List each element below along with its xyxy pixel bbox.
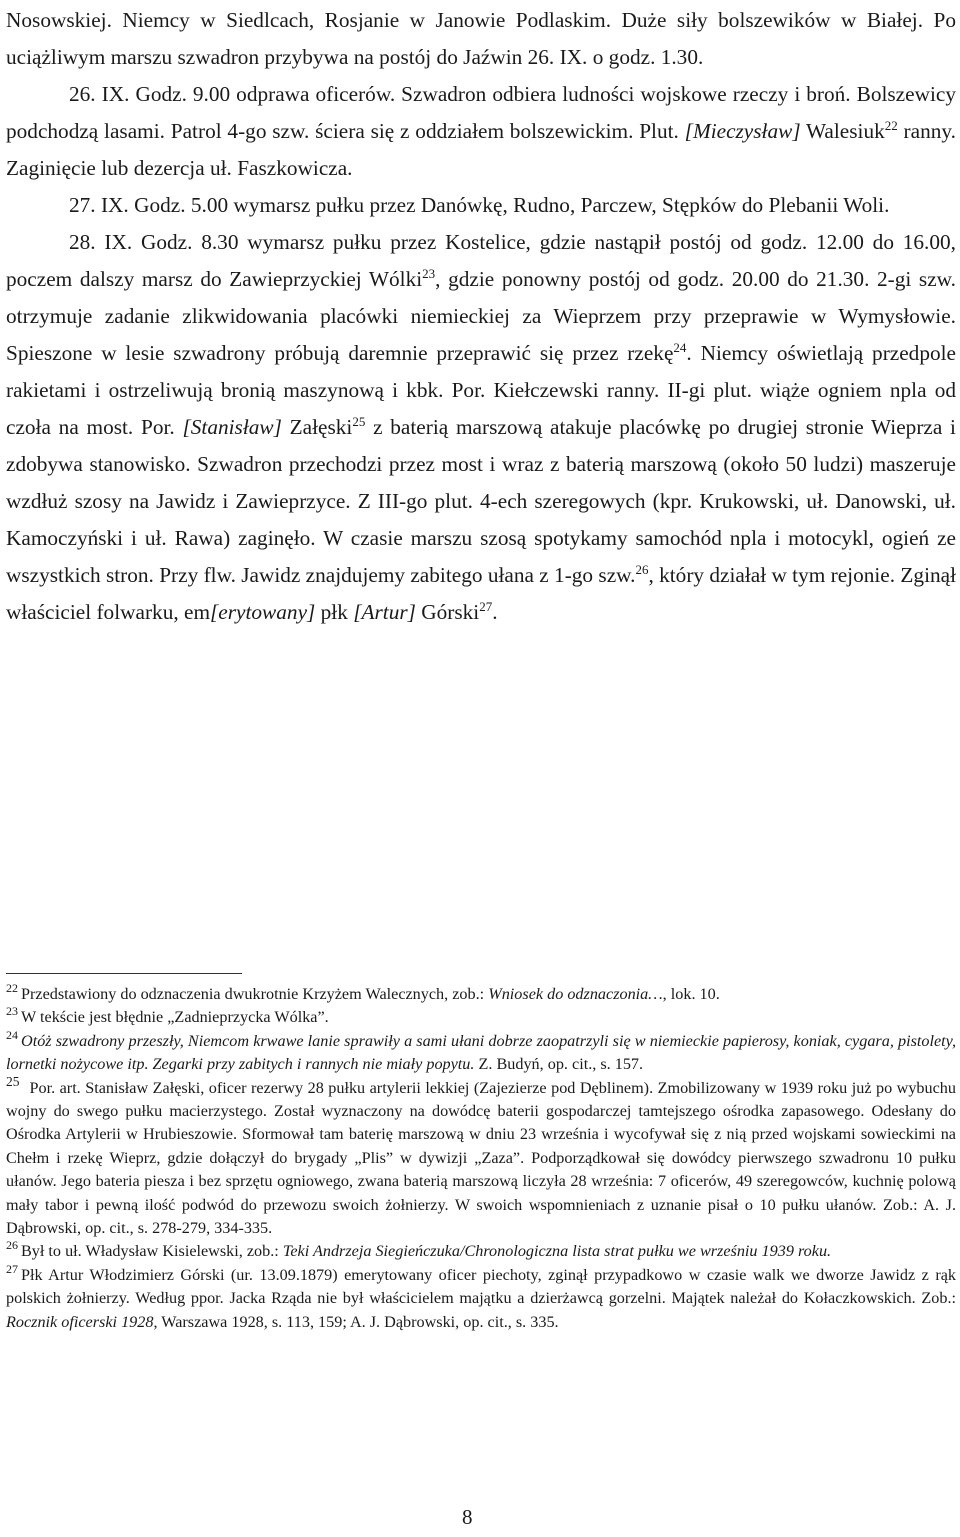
footnote-ref-24[interactable]: 24: [673, 340, 687, 355]
footnote-ref-27[interactable]: 27: [479, 599, 493, 614]
footnote-24: $^{24}$ Otóż szwadrony przeszły, Niemcom krwawe lanie sprawiły a sami ułani dobrze zaopatrzyli się w niemieckie papierosy, koniak, cygara, pistolety, lornetki nożycowe itp. Zegarki przy zabitych i rannych nie miały popytu. Z. Budyń, op. cit., s. 157.: [6, 1027, 956, 1074]
footnote-ref-25[interactable]: 25: [352, 414, 366, 429]
footnote-27: $^{27}$ Płk Artur Włodzimierz Górski (ur. 13.09.1879) emerytowany oficer piechoty, zginął przypadkowo w czasie walk we dworze Jawidz z rąk polskich żołnierzy. Według ppor. Jacka Rząda nie był właścicielem majątku a dzierżawcą gorzelni. Majątek należał do Kołaczkowskich. Zob.: Rocznik oficerski 1928, Warszawa 1928, s. 113, 159; A. J. Dąbrowski, op. cit., s. 335.: [6, 1261, 956, 1331]
footnotes: [6, 983, 956, 1334]
footnote-ref-26[interactable]: 26: [635, 562, 649, 577]
footnote-22: $^{22}$ Przedstawiony do odznaczenia dwukrotnie Krzyżem Walecznych, zob.: Wniosek do odznaczonia…, lok. 10.: [6, 981, 720, 1003]
paragraph-27-ix: 27. IX. Godz. 5.00 wymarsz pułku przez Danówkę, Rudno, Parczew, Stępków do Plebanii Woli.: [69, 193, 890, 217]
page-number: 8: [462, 1505, 473, 1529]
footnote-25: $^{25}$ Por. art. Stanisław Załęski, oficer rezerwy 28 pułku artylerii lekkiej (Zajezierze pod Dęblinem). Zmobilizowany w 1939 roku już po wybuchu wojny do swego pułku macierzystego. Został wyznaczony na dowódcę baterii gospodarczej tamtejszego ośrodka zapasowego. Odesłany do Ośrodka Artylerii w Hrubieszowie. Sformował tam baterię marszową w dniu 23 września i wycofywał się z nią przed wojskami sowieckimi na Chełm i rzekę Wieprz, gdzie dołączył do brygady „Plis” w dywizji „Zaza”. Podporządkował się dowódcy pierwszego szwadronu 10 pułku ułanów. Jego bateria piesza i bez sprzętu ogniowego, zwana baterią marszową liczyła 28 września: 7 oficerów, 49 szeregowców, kuchnię polową mały tabor i pewną ilość podwód do przewozu swoich żołnierzy. W swoich wspomnieniach z uznanie pisał o 10 pułku ułanów. Zob.: A. J. Dąbrowski, op. cit., s. 278-279, 334-335.: [6, 1073, 956, 1238]
footnote-separator: [6, 973, 242, 974]
footnote-ref-23[interactable]: 23: [422, 266, 436, 281]
footnote-26: $^{26}$ Był to uł. Władysław Kisielewski, zob.: Teki Andrzeja Siegieńczuka/Chronologiczna lista strat pułku we wrześniu 1939 roku.: [6, 1238, 832, 1261]
paragraph-26-ix: 26. IX. Godz. 9.00 odprawa oficerów. Szwadron odbiera ludności wojskowe rzeczy i broń. Bolszewicy podchodzą lasami. Patrol 4-go szw. ściera się z oddziałem bolszewickim. Plut. [Mieczysław] Walesiuk$^{22}$ ranny. Zaginięcie lub dezercja uł. Faszkowicza.: [6, 82, 956, 180]
paragraph-continuation: Nosowskiej. Niemcy w Siedlcach, Rosjanie w Janowie Podlaskim. Duże siły bolszewików w Białej. Po uciążliwym marszu szwadron przybywa na postój do Jaźwin 26. IX. o godz. 1.30.: [6, 8, 956, 69]
footnote-ref-22[interactable]: 22: [884, 118, 898, 133]
footnote-23: $^{23}$ W tekście jest błędnie „Zadnieprzycka Wólka”.: [6, 1004, 329, 1027]
main-text: [6, 2, 956, 631]
paragraph-28-ix: 28. IX. Godz. 8.30 wymarsz pułku przez Kostelice, gdzie nastąpił postój od godz. 12.00 do 16.00, poczem dalszy marsz do Zawieprzyckiej Wólki$^{23}$, gdzie ponowny postój od godz. 20.00 do 21.30. 2-gi szw. otrzymuje zadanie zlikwidowania placówki niemieckiej za Wieprzem przy przeprawie w Wymysłowie. Spieszone w lesie szwadrony próbują daremnie przeprawić się przez rzekę$^{24}$. Niemcy oświetlają przedpole rakietami i ostrzeliwują bronią maszynową i kbk. Por. Kiełczewski ranny. II-gi plut. wiąże ogniem npla od czoła na most. Por. [Stanisław] Załęski$^{25}$ z baterią marszową atakuje placówkę po drugiej stronie Wieprza i zdobywa stanowisko. Szwadron przechodzi przez most i wraz z baterią marszową (około 50 ludzi) maszeruje wzdłuż szosy na Jawidz i Zawieprzyce. Z III-go plut. 4-ech szeregowych (kpr. Krukowski, uł. Danowski, uł. Kamoczyński i uł. Rawa) zaginęło. W czasie marszu szosą spotykamy samochód npla i motocykl, ogień ze wszystkich stron. Przy flw. Jawidz znajdujemy zabitego ułana z 1-go szw.$^{26}$, który działał w tym rejonie. Zginął właściciel folwarku, em[erytowany] płk [Artur] Górski$^{27}$.: [6, 230, 957, 624]
